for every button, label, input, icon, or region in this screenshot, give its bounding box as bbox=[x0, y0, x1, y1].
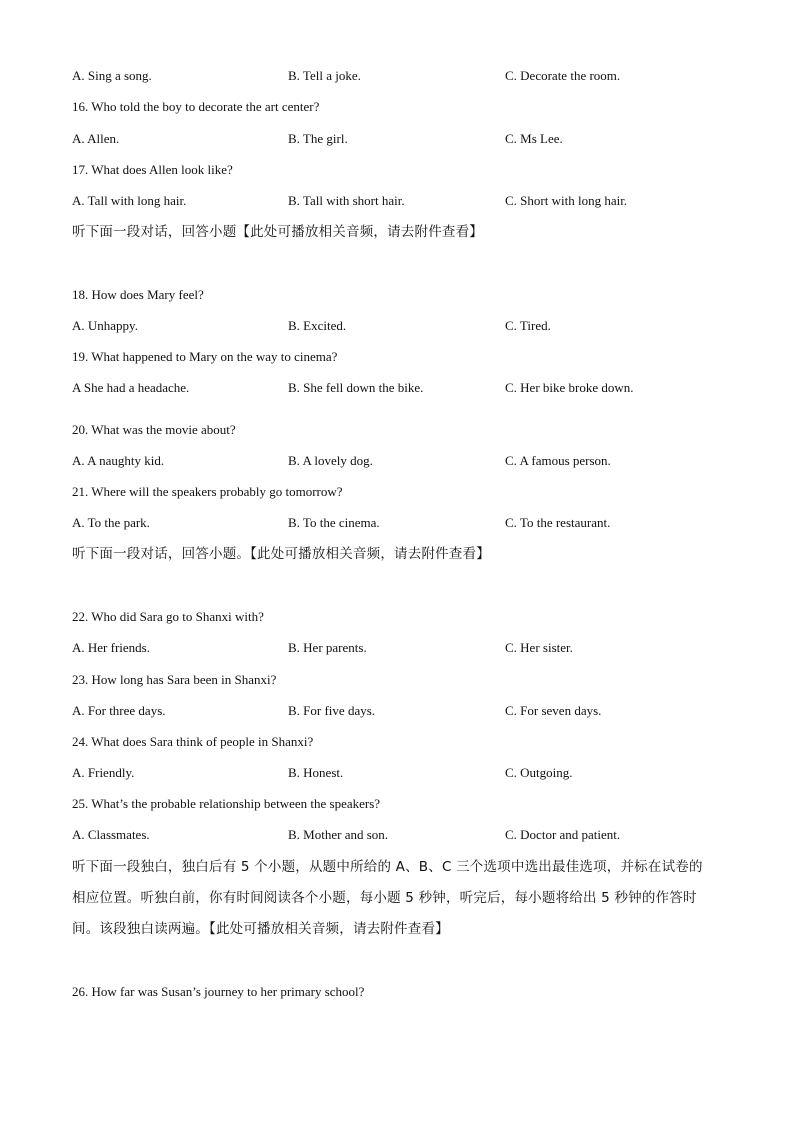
option-a: A. For three days. bbox=[72, 703, 166, 718]
option-a: A. A naughty kid. bbox=[72, 453, 165, 468]
option-c: C. Her bike broke down. bbox=[505, 380, 634, 395]
listening-instruction: 相应位置。听独白前，你有时间阅读各个小题，每小题 5 秒钟，听完后，每小题将给出 5 秒钟的作答时 bbox=[72, 890, 697, 906]
question-text: 18. How does Mary feel? bbox=[72, 287, 204, 302]
listening-instruction: 间。该段独白读两遍。【此处可播放相关音频，请去附件查看】 bbox=[72, 921, 449, 937]
option-b: B. To the cinema. bbox=[288, 515, 380, 530]
option-c: C. Outgoing. bbox=[505, 765, 573, 780]
option-b: B. Excited. bbox=[288, 318, 347, 333]
listening-instruction: 听下面一段独白，独白后有 5 个小题，从题中所给的 A、B、C 三个选项中选出最佳选项，并标在试卷的 bbox=[72, 859, 703, 875]
option-c: C. To the restaurant. bbox=[505, 515, 611, 530]
option-b: B. Mother and son. bbox=[288, 827, 389, 842]
question-text: 17. What does Allen look like? bbox=[72, 162, 233, 177]
option-c: C. Doctor and patient. bbox=[505, 827, 621, 842]
option-c: C. A famous person. bbox=[505, 453, 611, 468]
option-a: A. Sing a song. bbox=[72, 68, 152, 83]
option-b: B. She fell down the bike. bbox=[288, 380, 424, 395]
option-b: B. Tall with short hair. bbox=[288, 193, 405, 208]
question-text: 22. Who did Sara go to Shanxi with? bbox=[72, 609, 264, 624]
option-c: C. Decorate the room. bbox=[505, 68, 621, 83]
option-b: B. Her parents. bbox=[288, 640, 367, 655]
option-a: A She had a headache. bbox=[72, 380, 190, 395]
option-a: A. To the park. bbox=[72, 515, 150, 530]
option-b: B. For five days. bbox=[288, 703, 376, 718]
question-text: 26. How far was Susan’s journey to her primary school? bbox=[72, 984, 365, 999]
option-c: C. Ms Lee. bbox=[505, 131, 563, 146]
option-b: B. Honest. bbox=[288, 765, 344, 780]
option-c: C. Tired. bbox=[505, 318, 551, 333]
option-c: C. Short with long hair. bbox=[505, 193, 628, 208]
option-a: A. Tall with long hair. bbox=[72, 193, 187, 208]
option-c: C. For seven days. bbox=[505, 703, 602, 718]
option-c: C. Her sister. bbox=[505, 640, 573, 655]
option-b: B. Tell a joke. bbox=[288, 68, 361, 83]
question-text: 19. What happened to Mary on the way to cinema? bbox=[72, 349, 338, 364]
question-text: 16. Who told the boy to decorate the art center? bbox=[72, 99, 320, 114]
option-a: A. Her friends. bbox=[72, 640, 150, 655]
question-text: 21. Where will the speakers probably go tomorrow? bbox=[72, 484, 343, 499]
option-a: A. Friendly. bbox=[72, 765, 135, 780]
listening-instruction: 听下面一段对话，回答小题【此处可播放相关音频，请去附件查看】 bbox=[72, 224, 483, 240]
question-text: 20. What was the movie about? bbox=[72, 422, 236, 437]
question-text: 24. What does Sara think of people in Shanxi? bbox=[72, 734, 314, 749]
option-b: B. The girl. bbox=[288, 131, 348, 146]
option-a: A. Allen. bbox=[72, 131, 120, 146]
listening-instruction: 听下面一段对话，回答小题。【此处可播放相关音频，请去附件查看】 bbox=[72, 546, 490, 562]
question-text: 23. How long has Sara been in Shanxi? bbox=[72, 672, 277, 687]
option-a: A. Unhappy. bbox=[72, 318, 138, 333]
question-text: 25. What’s the probable relationship between the speakers? bbox=[72, 796, 381, 811]
option-b: B. A lovely dog. bbox=[288, 453, 373, 468]
option-a: A. Classmates. bbox=[72, 827, 150, 842]
